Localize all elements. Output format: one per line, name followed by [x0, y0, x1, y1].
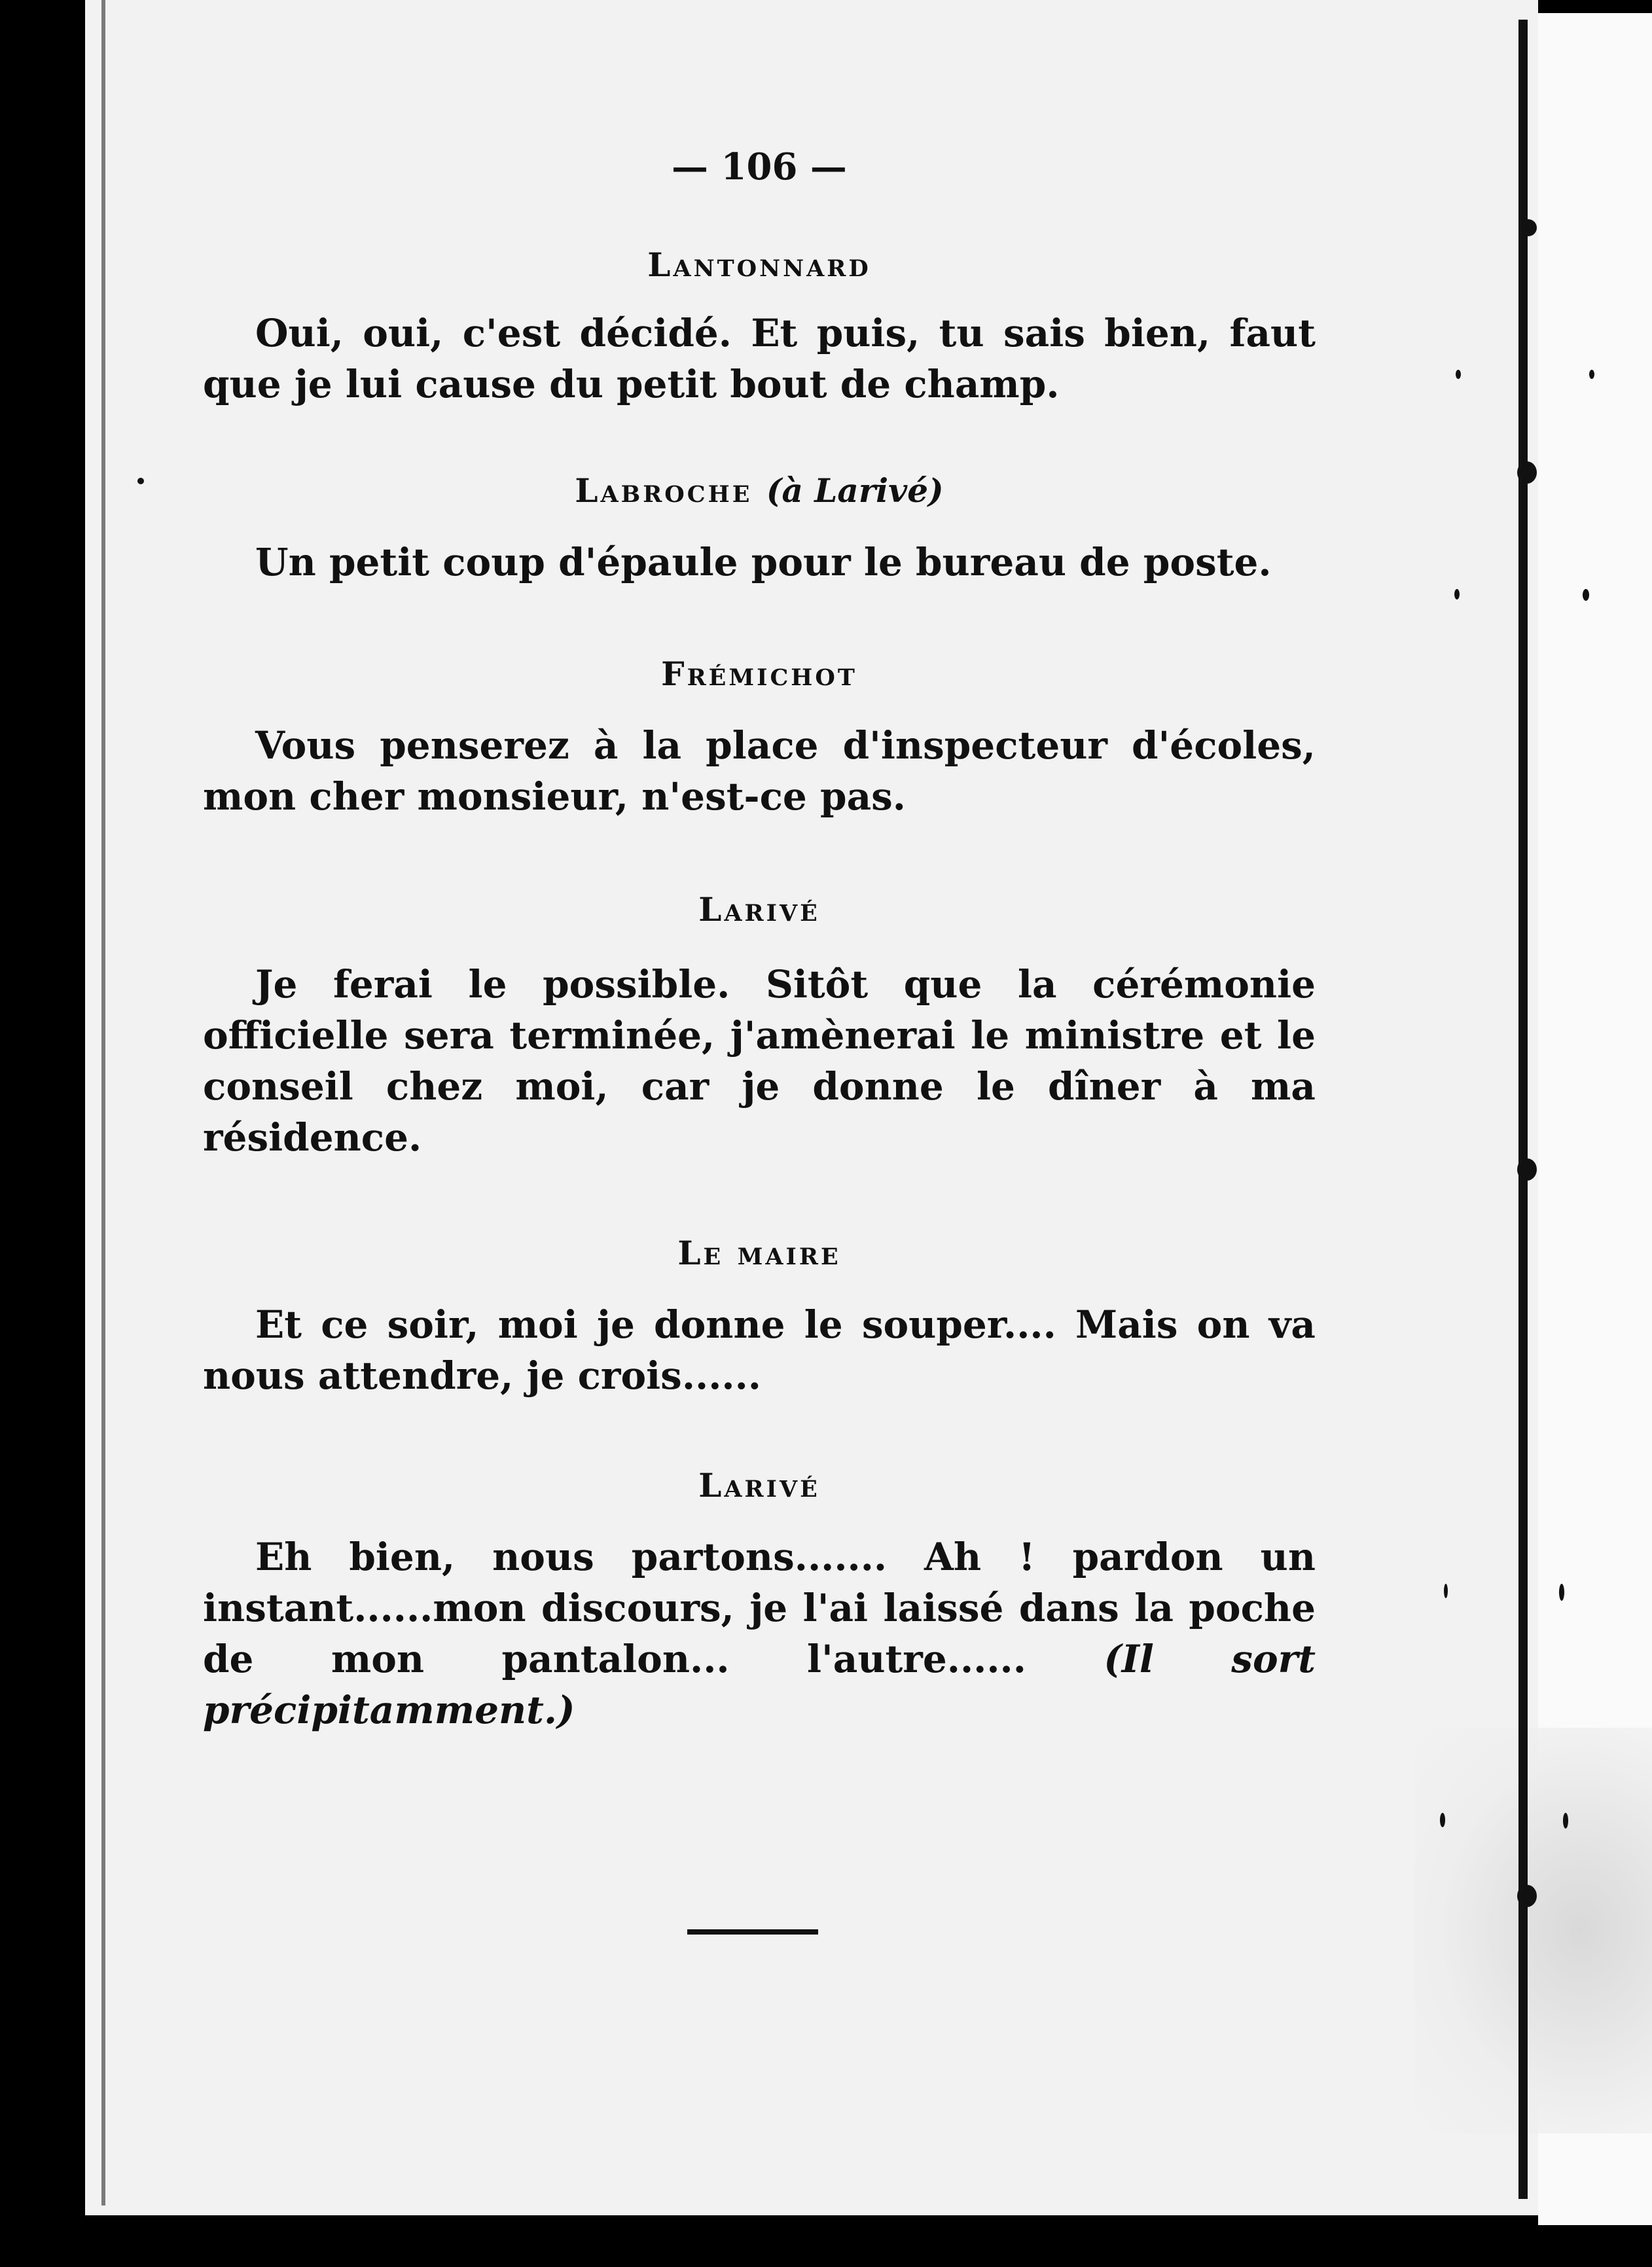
speck: [1456, 370, 1461, 379]
speck: [1589, 370, 1594, 379]
speech-text: Je ferai le possible. Sitôt que la cérémonie officielle sera terminée, j'amènerai le ministre et le conseil chez moi, car je donne le dîner à ma résidence.: [203, 962, 1316, 1160]
speck: [1559, 1584, 1564, 1601]
binding-dot: [1517, 461, 1537, 484]
page-number: — 106 —: [672, 145, 847, 188]
speaker-name: Larivé: [698, 1466, 820, 1505]
show-through-smudge: [1414, 1728, 1652, 2133]
page-fold-edge: [1518, 20, 1528, 2199]
end-rule: [687, 1929, 818, 1935]
binding-dot: [1517, 1885, 1537, 1907]
binding-dot: [1517, 1158, 1537, 1181]
stage-direction: (à Larivé): [766, 471, 944, 510]
speech-text: Un petit coup d'épaule pour le bureau de poste.: [255, 540, 1272, 584]
speck: [1583, 589, 1589, 601]
speech-text: Oui, oui, c'est décidé. Et puis, tu sais bien, faut que je lui cause du petit bout de champ.: [203, 311, 1316, 406]
stage-direction: (Il sort précipitamment.): [203, 1637, 1316, 1732]
speck: [1444, 1584, 1448, 1598]
speaker-name: Frémichot: [661, 654, 857, 693]
gutter-line: [101, 0, 105, 2205]
speck: [137, 478, 144, 484]
speech-text: Eh bien, nous partons....... Ah ! pardon un instant......mon discours, je l'ai laissé dans la poche de mon pantalon... l'autre...... (Il sort précipitamment.): [203, 1535, 1316, 1732]
binding-dot: [1520, 219, 1537, 236]
speck: [1454, 589, 1460, 599]
speaker-name: Larivé: [698, 890, 820, 929]
speaker-name: Lantonnard: [647, 245, 871, 284]
speck: [1440, 1813, 1445, 1827]
speck: [1563, 1813, 1568, 1829]
speaker-name: Labroche (à Larivé): [575, 471, 944, 510]
speech-text: Et ce soir, moi je donne le souper.... Mais on va nous attendre, je crois......: [203, 1302, 1316, 1398]
speech-text: Vous penserez à la place d'inspecteur d'écoles, mon cher monsieur, n'est-ce pas.: [203, 723, 1316, 819]
speaker-name: Le maire: [677, 1234, 841, 1272]
